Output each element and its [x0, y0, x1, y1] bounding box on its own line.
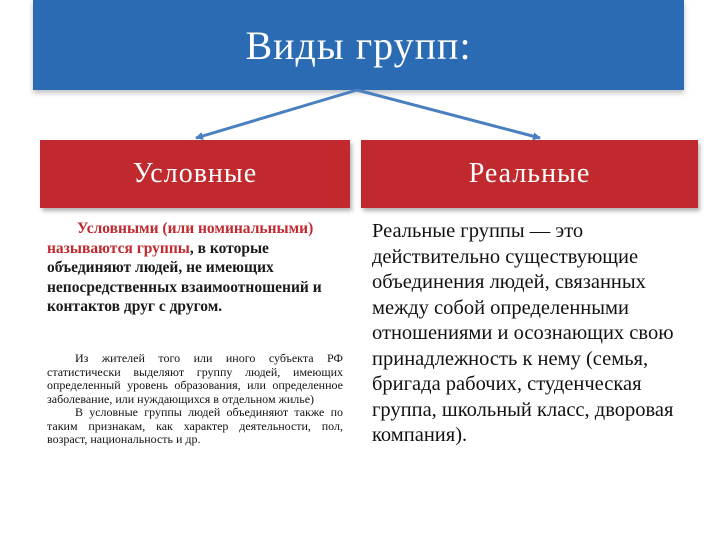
header-conditional [40, 140, 350, 208]
conditional-example-1: Из жителей того или иного субъекта РФ статистически выделяют группу людей, имеющих определенный уровень образования, или определенное заболевание, или нуждающихся в отдельном жилье) [47, 351, 343, 406]
conditional-definition-emphasis: Условными (или номинальными) называются группы [47, 220, 314, 257]
header-real [361, 140, 698, 208]
arrow-to-left [196, 90, 357, 138]
conditional-example-2: В условные группы людей объединяют также по таким признакам, как характер деятельности, пол, возраст, национальность и др. [47, 405, 343, 446]
conditional-examples [47, 352, 343, 447]
header-conditional-label: Условные [132, 158, 258, 189]
arrow-to-right [357, 90, 540, 138]
conditional-definition-rest: , в которые объединяют людей, не имеющих непосредственных взаимоотношений и контактов друг с другом. [47, 239, 322, 315]
diagram-title: Виды групп: [245, 22, 472, 68]
header-real-label: Реальные [468, 158, 591, 189]
conditional-definition [47, 219, 347, 317]
real-definition: Реальные группы — это действительно существующие объединения людей, связанных между собой определенными отношениями и осознающих свою принадлежность к нему (семья, бригада рабочих, студенческая группа, школьный класс, дворовая компания). [372, 220, 674, 446]
